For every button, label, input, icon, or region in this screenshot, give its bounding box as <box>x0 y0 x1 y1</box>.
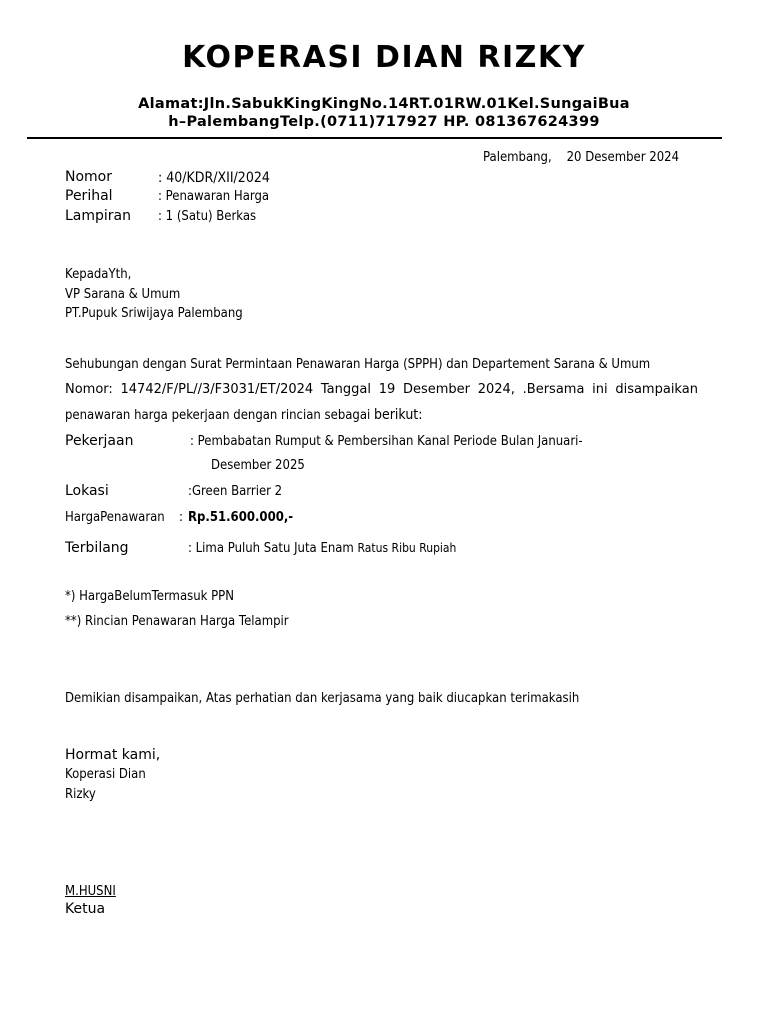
date-value: 20 Desember 2024 <box>566 150 680 165</box>
paragraph-line-2-word: 2024, <box>477 382 515 397</box>
lampiran-label: Lampiran <box>65 208 132 224</box>
terbilang-label: Terbilang <box>65 540 129 556</box>
paragraph-line-3-end: berikut: <box>373 407 423 423</box>
paragraph-line-2-word: disampaikan <box>615 382 698 397</box>
paragraph-line-2-word: Tanggal <box>320 382 371 397</box>
address-line-2: h–PalembangTelp.(0711)717927 HP. 081367624399 <box>168 114 600 130</box>
header-divider <box>27 137 722 139</box>
paragraph-line-2-word: 19 <box>378 382 396 397</box>
signature-greeting: Hormat kami, <box>65 747 161 763</box>
paragraph-line-2-word: Nomor: <box>65 382 113 397</box>
terbilang-value-b: Ratus Ribu Rupiah <box>357 541 457 555</box>
paragraph-line-2-word: ini <box>592 382 608 397</box>
perihal-value: : Penawaran Harga <box>158 189 270 204</box>
letter-date <box>483 150 679 165</box>
closing-sentence: Demikian disampaikan, Atas perhatian dan kerjasama yang baik diucapkan terimakasih <box>65 691 580 706</box>
recipient-company: PT.Pupuk Sriwijaya Palembang <box>65 306 243 321</box>
lokasi-value: :Green Barrier 2 <box>188 484 283 499</box>
pekerjaan-label: Pekerjaan <box>65 433 134 449</box>
harga-label: HargaPenawaran <box>65 510 165 525</box>
paragraph-line-1: Sehubungan dengan Surat Permintaan Penawaran Harga (SPPH) dan Departement Sarana & Umum <box>65 357 651 372</box>
date-city: Palembang, <box>483 150 552 165</box>
signature-org-line-2: Rizky <box>65 787 96 802</box>
harga-value: Rp.51.600.000,- <box>188 510 294 525</box>
pekerjaan-value: : Pembabatan Rumput & Pembersihan Kanal Periode Bulan Januari- <box>190 434 583 449</box>
signatory-position: Ketua <box>65 901 106 917</box>
terbilang-value <box>188 541 456 556</box>
note-ppn: *) HargaBelumTermasuk PPN <box>65 589 234 604</box>
paragraph-line-3-text: penawaran harga pekerjaan dengan rincian sebagai <box>65 408 374 423</box>
address-line-1: Alamat:Jln.SabukKingKingNo.14RT.01RW.01Kel.SungaiBua <box>138 96 630 112</box>
nomor-value: : 40/KDR/XII/2024 <box>158 170 270 186</box>
nomor-label: Nomor <box>65 169 112 185</box>
lampiran-value: : 1 (Satu) Berkas <box>158 209 257 224</box>
note-rincian: **) Rincian Penawaran Harga Telampir <box>65 614 289 629</box>
terbilang-value-a: : Lima Puluh Satu Juta Enam <box>188 541 358 556</box>
recipient-title: VP Sarana & Umum <box>65 287 181 302</box>
signature-org-line-1: Koperasi Dian <box>65 767 146 782</box>
perihal-label: Perihal <box>65 188 113 204</box>
paragraph-line-2-word: 14742/F/PL//3/F3031/ET/2024 <box>120 382 314 397</box>
paragraph-line-2 <box>65 382 698 397</box>
pekerjaan-value-cont: Desember 2025 <box>211 458 305 473</box>
harga-colon: : <box>179 510 183 525</box>
paragraph-line-2-word: .Bersama <box>522 382 585 397</box>
paragraph-line-2-word: Desember <box>402 382 470 397</box>
paragraph-line-3 <box>65 407 422 423</box>
recipient-greeting: KepadaYth, <box>65 267 132 282</box>
org-name-heading: KOPERASI DIAN RIZKY <box>182 40 586 75</box>
lokasi-label: Lokasi <box>65 483 109 499</box>
signatory-name: M.HUSNI <box>65 884 116 899</box>
